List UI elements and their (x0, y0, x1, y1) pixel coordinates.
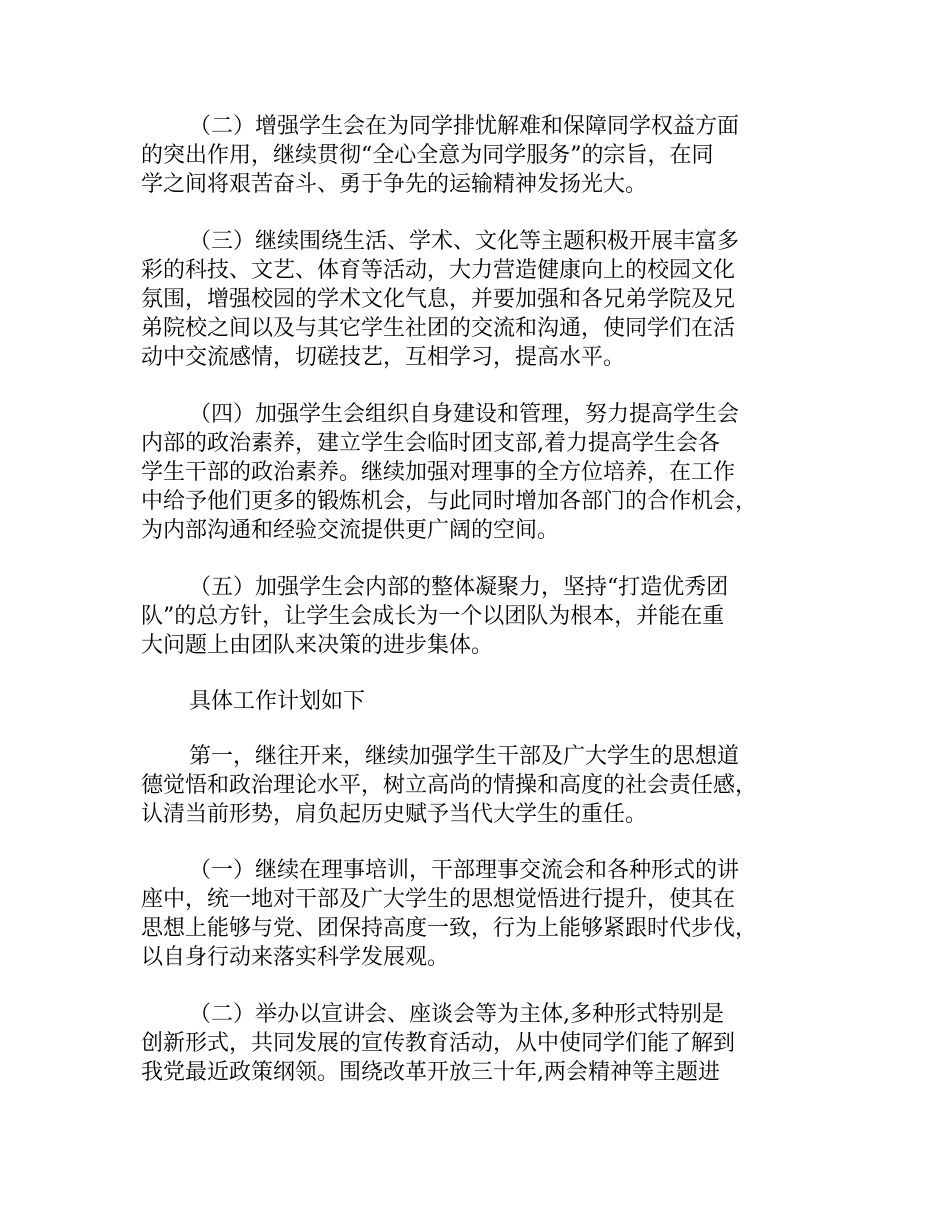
section-heading-work-plan (141, 687, 821, 716)
paragraph-2-lectures (141, 1000, 821, 1087)
text-line: 彩的科技、文艺、体育等活动，大力营造健康向上的校园文化 (141, 258, 736, 283)
text-line: 动中交流感情，切磋技艺，互相学习，提高水平。 (141, 345, 626, 370)
text-line: 弟院校之间以及与其它学生社团的交流和沟通，使同学们在活 (141, 316, 736, 341)
text-line: 氛围，增强校园的学术文化气息，并要加强和各兄弟学院及兄 (141, 287, 736, 312)
text-line: 德觉悟和政治理论水平，树立高尚的情操和高度的社会责任感， (141, 773, 758, 798)
text-line: 队”的总方针，让学生会成长为一个以团队为根本，并能在重 (141, 604, 725, 629)
text-line: （五）加强学生会内部的整体凝聚力，坚持“打造优秀团 (189, 575, 729, 600)
text-line: （二）增强学生会在为同学排忧解难和保障同学权益方面 (189, 114, 740, 139)
text-line: 认清当前形势，肩负起历史赋予当代大学生的重任。 (141, 802, 648, 827)
text-line: （二）举办以宣讲会、座谈会等为主体,多种形式特别是 (189, 1002, 724, 1027)
text-line: 我党最近政策纲领。围绕改革开放三十年,两会精神等主题进 (141, 1060, 720, 1085)
document-body (141, 112, 821, 1115)
text-line: 具体工作计划如下 (189, 689, 366, 714)
text-line: （一）继续在理事培训，干部理事交流会和各种形式的讲 (189, 858, 740, 883)
paragraph-4-organization (141, 400, 821, 545)
paragraph-1-training (141, 856, 821, 972)
text-line: 座中，统一地对干部及广大学生的思想觉悟进行提升，使其在 (141, 887, 736, 912)
text-line: 大问题上由团队来决策的进步集体。 (141, 633, 494, 658)
text-line: 以自身行动来落实科学发展观。 (141, 945, 450, 970)
text-line: 思想上能够与党、团保持高度一致，行为上能够紧跟时代步伐， (141, 916, 758, 941)
paragraph-first-point (141, 742, 821, 829)
paragraph-5-cohesion (141, 573, 821, 660)
text-line: （四）加强学生会组织自身建设和管理，努力提高学生会 (189, 402, 740, 427)
paragraph-2-rights (141, 112, 821, 199)
text-line: （三）继续围绕生活、学术、文化等主题积极开展丰富多 (189, 229, 740, 254)
text-line: 的突出作用，继续贯彻“全心全意为同学服务”的宗旨，在同 (141, 143, 714, 168)
text-line: 为内部沟通和经验交流提供更广阔的空间。 (141, 518, 560, 543)
text-line: 学之间将艰苦奋斗、勇于争先的运输精神发扬光大。 (141, 172, 648, 197)
paragraph-3-activities (141, 227, 821, 372)
text-line: 中给予他们更多的锻炼机会，与此同时增加各部门的合作机会， (141, 489, 758, 514)
text-line: 创新形式，共同发展的宣传教育活动，从中使同学们能了解到 (141, 1031, 736, 1056)
text-line: 学生干部的政治素养。继续加强对理事的全方位培养，在工作 (141, 460, 736, 485)
text-line: 内部的政治素养，建立学生会临时团支部,着力提高学生会各 (141, 431, 720, 456)
text-line: 第一，继往开来，继续加强学生干部及广大学生的思想道 (189, 744, 740, 769)
